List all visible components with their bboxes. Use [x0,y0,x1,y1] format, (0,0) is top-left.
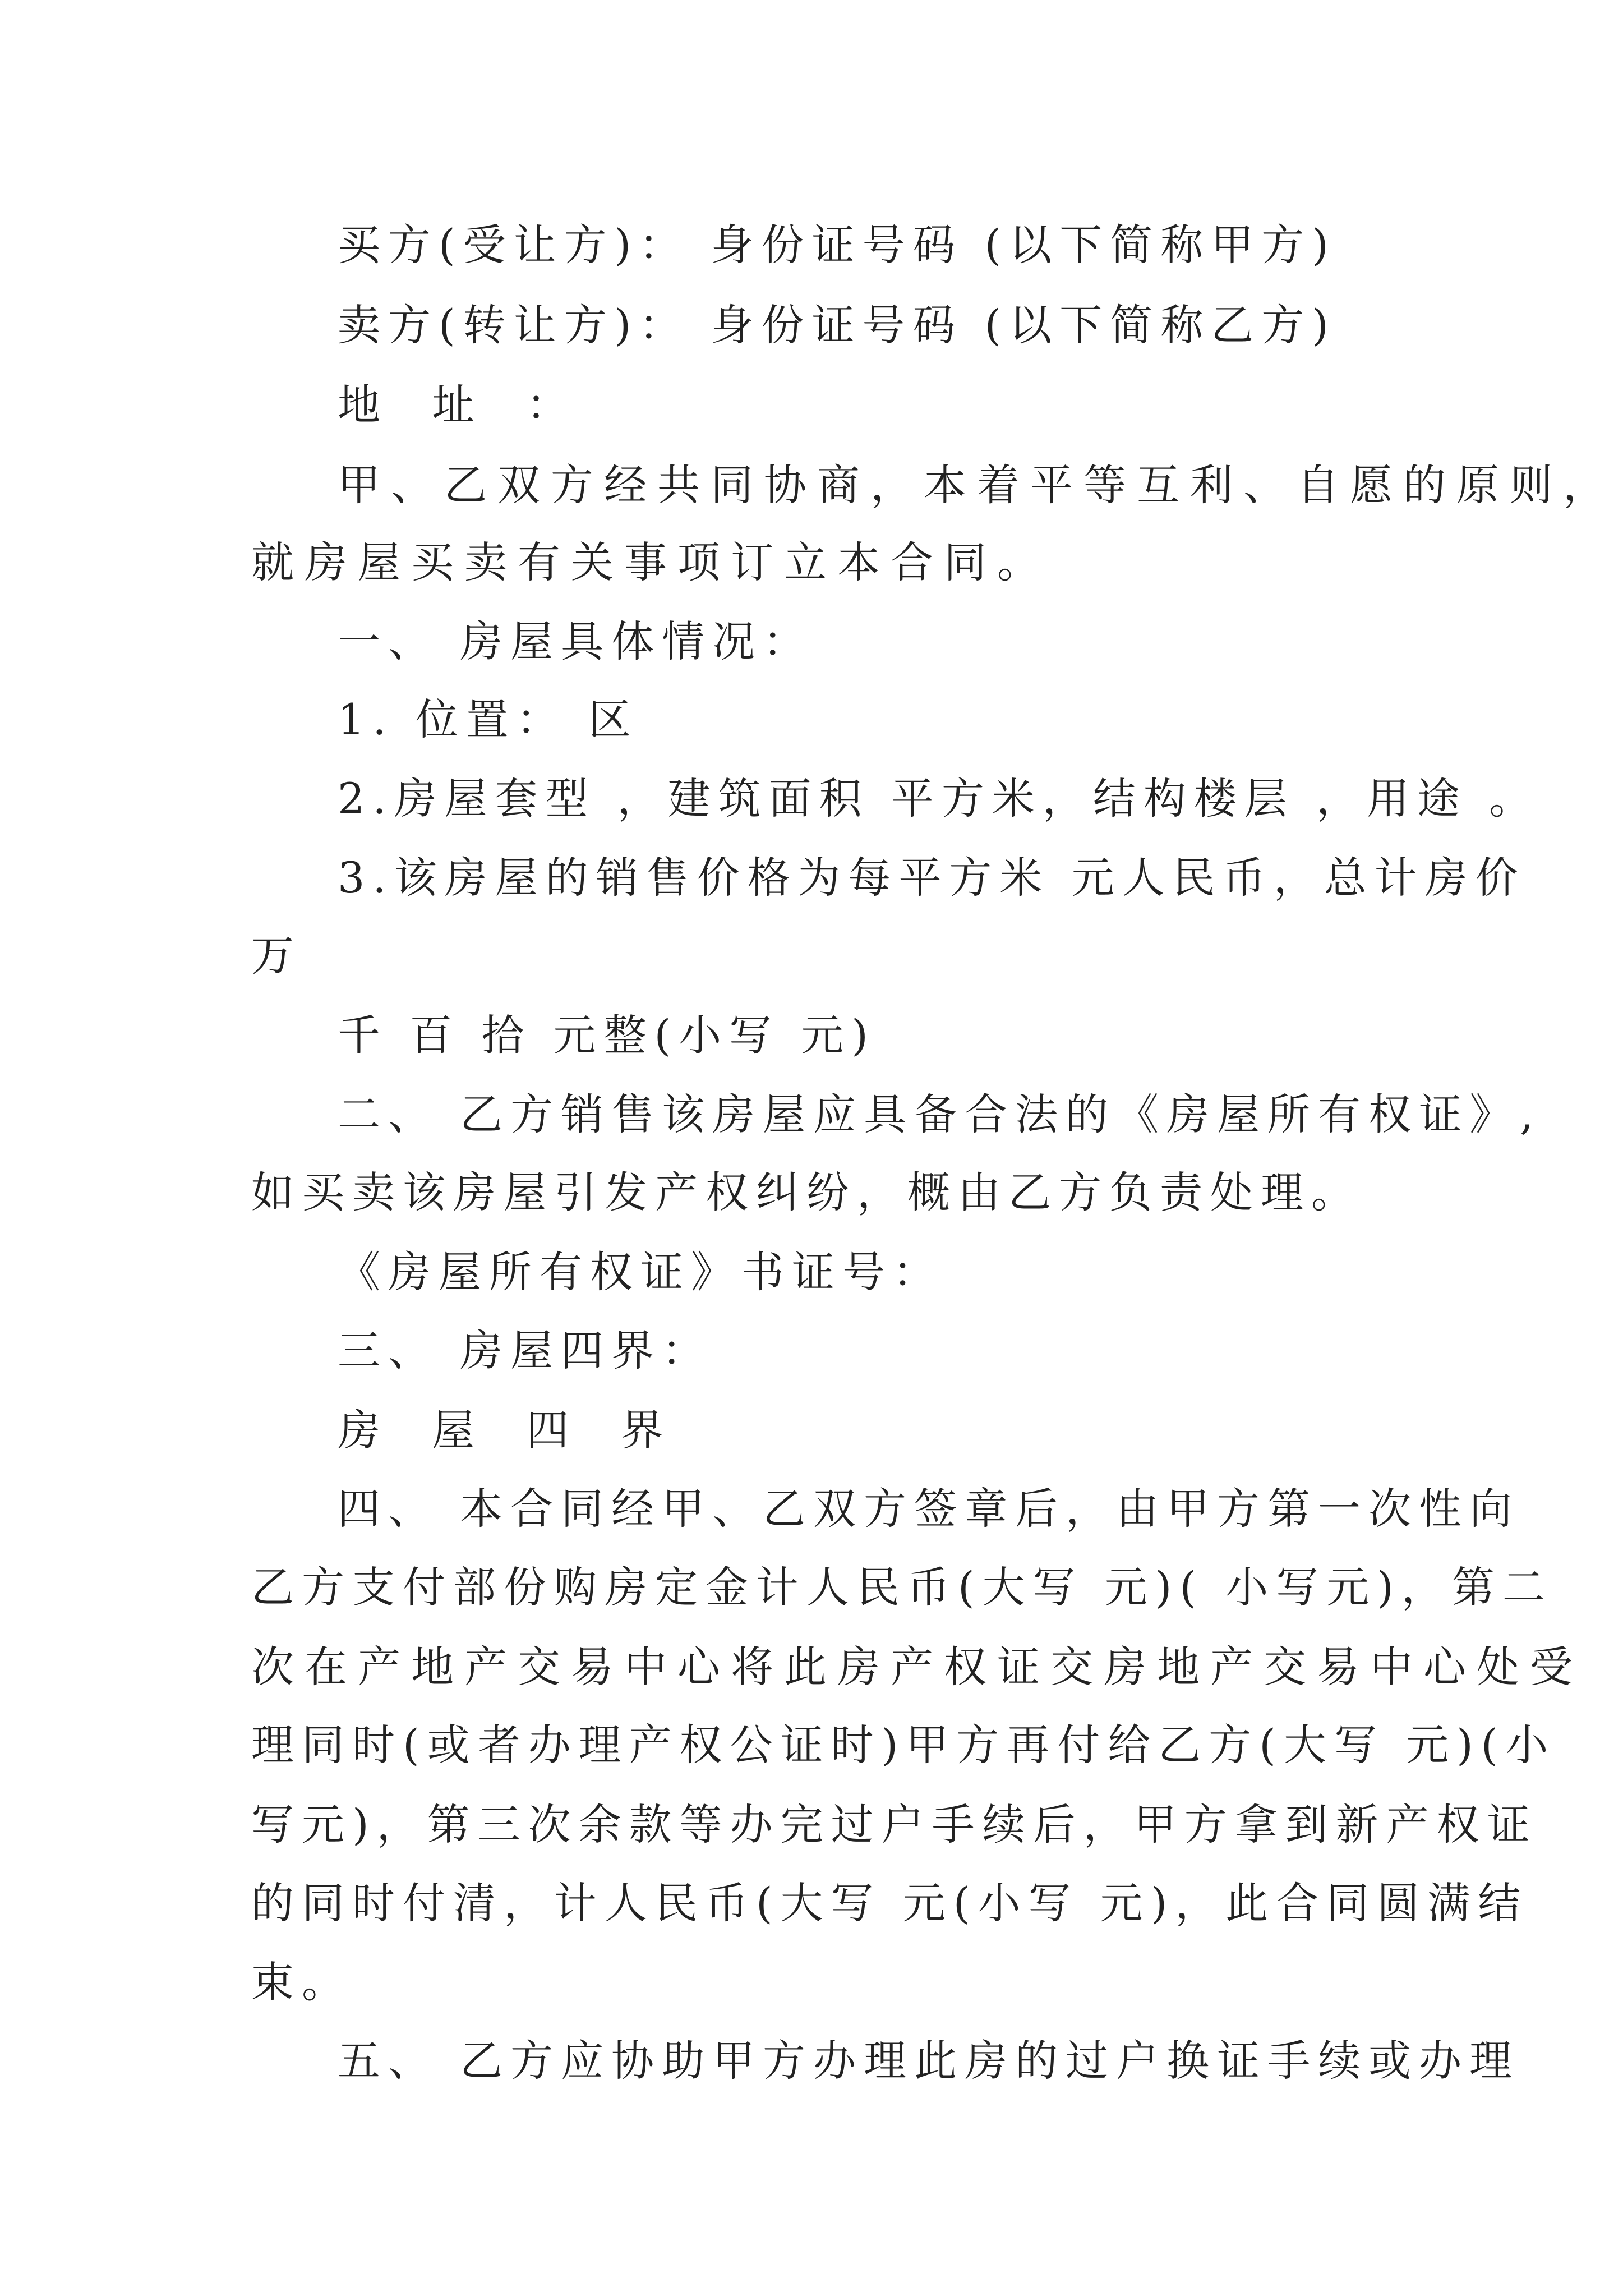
price-item-continued: 万 [251,931,302,981]
intro-paragraph-line: 甲、乙双方经共同协商，本着平等互利、自愿的原则， [338,460,1616,510]
address-line: 地 址 ： [338,380,588,430]
paragraph-line: 乙方支付部份购房定金计人民币(大写 元)( 小写元)，第二 [251,1562,1553,1612]
section-heading: 二、 乙方销售该房屋应具备合法的《房屋所有权证》, [338,1089,1542,1139]
price-item: 3.该房屋的销售价格为每平方米 元人民币，总计房价 [338,853,1526,903]
certificate-number-line: 《房屋所有权证》书证号： [338,1247,943,1297]
section-heading: 一、 房屋具体情况： [338,616,814,666]
section-heading: 五、 乙方应协助甲方办理此房的过户换证手续或办理 [338,2036,1520,2086]
boundary-line: 房 屋 四 界 [338,1405,683,1455]
paragraph-line: 的同时付清，计人民币(大写 元(小写 元)，此合同圆满结 [251,1878,1529,1928]
buyer-line: 买方(受让方)： 身份证号码 (以下简称甲方) [338,220,1336,270]
paragraph-line: 如买卖该房屋引发产权纠纷，概由乙方负责处理。 [251,1167,1362,1217]
price-amount-line: 千 百 拾 元整(小写 元) [338,1010,876,1060]
location-item: 1. 位置： 区 [338,694,639,744]
intro-paragraph-line: 就房屋买卖有关事项订立本合同。 [251,537,1050,587]
section-heading: 三、 房屋四界： [338,1326,713,1375]
seller-line: 卖方(转让方)： 身份证号码 (以下简称乙方) [338,300,1336,350]
paragraph-line: 次在产地产交易中心将此房产权证交房地产交易中心处受 [251,1642,1583,1692]
paragraph-line: 束。 [251,1957,352,2007]
paragraph-line: 理同时(或者办理产权公证时)甲方再付给乙方(大写 元)(小 [251,1720,1556,1770]
paragraph-line: 写元)，第三次余款等办完过户手续后，甲方拿到新产权证 [251,1800,1538,1849]
section-heading: 四、 本合同经甲、乙双方签章后，由甲方第一次性向 [338,1484,1520,1534]
house-type-item: 2.房屋套型 ，建筑面积 平方米，结构楼层 ，用途 。 [338,774,1540,823]
